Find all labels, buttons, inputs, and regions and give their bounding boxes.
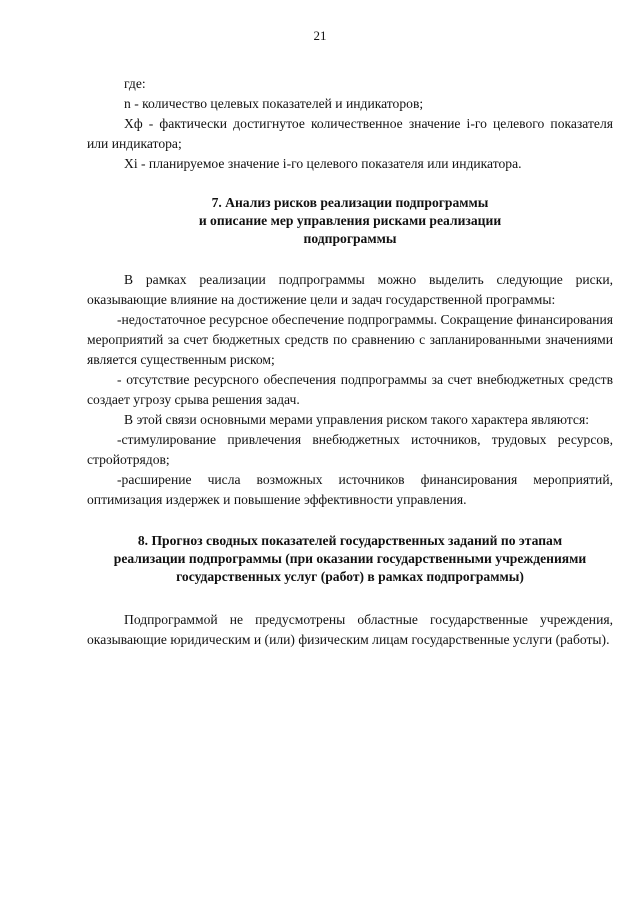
section-7-paragraph: В этой связи основными мерами управления риском такого характера являются: — [124, 412, 589, 427]
section-8-heading-line: реализации подпрограммы (при оказании государственными учреждениями — [113, 551, 587, 566]
formula-legend — [87, 74, 613, 174]
page-content — [87, 74, 613, 650]
section-7-paragraph: -недостаточное ресурсное обеспечение подпрограммы. Сокращение финансирования мероприятий за счет бюджетных средств по сравнению с запланированными значениями является существенным риском; — [87, 312, 613, 367]
section-8-heading — [87, 532, 613, 586]
section-7-heading-line: подпрограммы — [303, 231, 397, 246]
section-7-heading-line: 7. Анализ рисков реализации подпрограммы — [211, 195, 489, 210]
section-7-paragraph: - отсутствие ресурсного обеспечения подпрограммы за счет внебюджетных средств создает угрозу срыва решения задач. — [87, 372, 613, 407]
section-8-body — [87, 610, 613, 650]
section-7-body — [87, 270, 613, 510]
section-8-paragraph: Подпрограммой не предусмотрены областные государственные учреждения, оказывающие юридическим и (или) физическим лицам государственные услуги (работы). — [87, 612, 613, 647]
legend-xf: Хф - фактически достигнутое количественное значение i-го целевого показателя или индикатора; — [87, 116, 613, 151]
section-7-heading-line: и описание мер управления рисками реализации — [198, 213, 502, 228]
legend-n: n - количество целевых показателей и индикаторов; — [124, 96, 424, 111]
section-7-heading — [87, 194, 613, 248]
section-7-paragraph: В рамках реализации подпрограммы можно выделить следующие риски, оказывающие влияние на достижение цели и задач государственной программы: — [87, 272, 613, 307]
section-7-paragraph: -стимулирование привлечения внебюджетных источников, трудовых ресурсов, стройотрядов; — [87, 432, 613, 467]
section-7-paragraph: -расширение числа возможных источников финансирования мероприятий, оптимизация издержек и повышение эффективности управления. — [87, 472, 613, 507]
page-number: 21 — [313, 28, 327, 43]
section-8-heading-line: 8. Прогноз сводных показателей государственных заданий по этапам — [137, 533, 563, 548]
section-8-heading-line: государственных услуг (работ) в рамках подпрограммы) — [176, 569, 524, 584]
legend-xi: Xi - планируемое значение i-го целевого показателя или индикатора. — [124, 156, 522, 171]
legend-where: где: — [124, 76, 146, 91]
